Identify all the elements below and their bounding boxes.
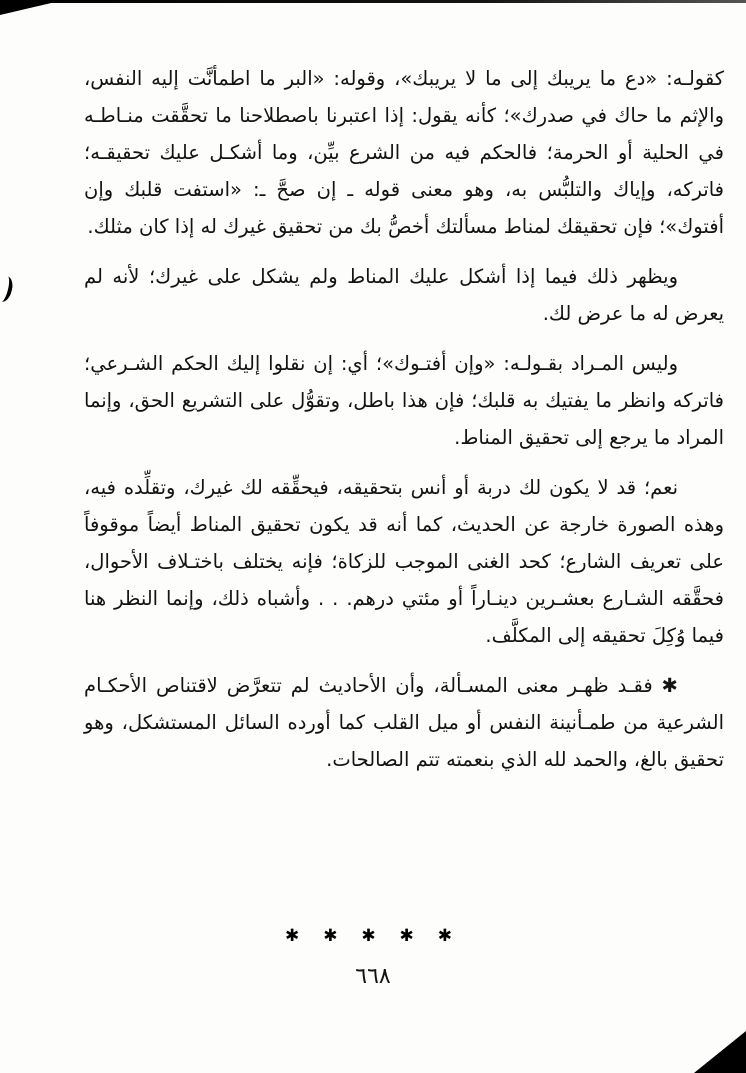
paragraph: وليس المـراد بقـولـه: «وإن أفتـوك»؛ أي: إن نقلوا إليك الحكم الشـرعي؛ فاتركه وانظر ما يفتيك به قلبك؛ فإن هذا باطل، وتقوُّل على التشريع الحق، وإنما المراد ما يرجع إلى تحقيق المناط. [84,352,724,449]
scan-artifact-bottom-right-corner [694,1031,746,1073]
page-number: ٦٦٨ [355,964,391,989]
paragraph: نعم؛ قد لا يكون لك دربة أو أنس بتحقيقه، فيحقِّقه لك غيرك، وتقلِّده فيه، وهذه الصورة خارجة عن الحديث، كما أنه قد يكون تحقيق المناط أيضاً موقوفاً على تعريف الشارع؛ كحد الغنى الموجب للزكاة؛ فإنه يختلف باختـلاف الأحوال، فحقَّقه الشـارع بعشـرين دينـاراً أو مئتي درهم. . . وأشباه ذلك، وإنما النظر هنا فيما وُكِلَ تحقيقه إلى المكلَّف. [84,476,724,647]
scan-artifact-top-left-corner [0,0,64,15]
paragraph: كقولـه: «دع ما يريبك إلى ما لا يريبك»، وقوله: «البر ما اطمأنَّت إليه النفس، والإثم ما حاك في صدرك»؛ كأنه يقول: إذا اعتبرنا باصطلاحنا ما تحقَّقت منـاطـه في الحلية أو الحرمة؛ فالحكم فيه من الشرع بيِّن، وما أشكـل عليك تحقيقـه؛ فاتركه، وإياك والتلبُّس به، وهو معنى قوله ـ إن صحَّ ـ: «استفت قلبك وإن أفتوك»؛ فإن تحقيقك لمناط مسألتك أخصُّ بك من تحقيق غيرك له إذا كان مثلك. [84,67,724,238]
scan-artifact-top-edge [0,0,746,3]
scan-artifact-left-margin-mark [0,275,15,304]
paragraph: ويظهر ذلك فيما إذا أشكل عليك المناط ولم يشكل على غيرك؛ لأنه لم يعرض له ما عرض لك. [84,265,724,325]
paragraph: ✱ فقـد ظهـر معنى المسـألة، وأن الأحاديث لم تتعرَّض لاقتناص الأحكـام الشرعية من طمـأنينة النفس أو ميل القلب كما أورده السائل المستشكل، وهو تحقيق بالغ، والحمد لله الذي بنعمته تتم الصالحات. [84,674,724,771]
page-text [84,60,724,791]
stars-separator: ✱ ✱ ✱ ✱ ✱ [285,926,461,946]
